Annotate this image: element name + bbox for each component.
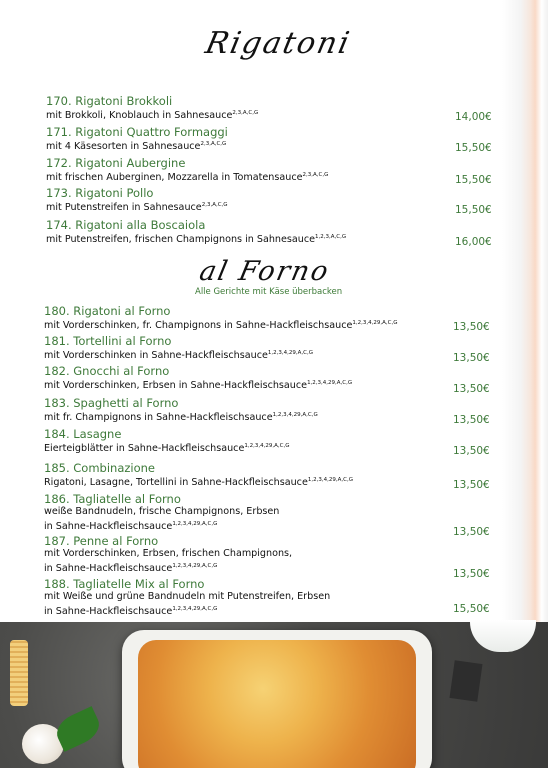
allergen-codes: 2,3,A,C,G <box>201 202 228 208</box>
page-edge-decoration <box>502 0 548 625</box>
section-title-rigatoni: Rigatoni <box>202 26 355 61</box>
item-description-line2: in Sahne-Hackfleischsauce$^{1,2,3,4,29,A,C,G}$ <box>44 563 218 574</box>
allergen-codes: 1,2,3,4,29,A,C,G <box>244 443 290 449</box>
item-price: 13,50€ <box>453 568 490 580</box>
item-price: 14,00€ <box>455 111 492 123</box>
item-name: 186. Tagliatelle al Forno <box>44 492 181 506</box>
item-price: 13,50€ <box>453 479 490 491</box>
allergen-codes: 2,3,A,C,G <box>200 141 227 147</box>
item-price: 15,50€ <box>455 204 492 216</box>
item-description: Eierteigblätter in Sahne-Hackfleischsauce$^{1,2,3,4,29,A,C,G}$ <box>44 443 290 454</box>
allergen-codes: 1,2,3,4,29,A,C,G <box>352 320 398 326</box>
rigatoni-piece-image <box>10 640 28 706</box>
item-description: mit Vorderschinken, fr. Champignons in Sahne-Hackfleischsauce$^{1,2,3,4,29,A,C,G}$ <box>44 320 398 331</box>
allergen-codes: 1,2,3,4,29,A,C,G <box>307 380 353 386</box>
item-description: mit fr. Champignons in Sahne-Hackfleischsauce$^{1,2,3,4,29,A,C,G}$ <box>44 412 318 423</box>
item-price: 13,50€ <box>453 321 490 333</box>
item-price: 16,00€ <box>455 236 492 248</box>
item-description: mit Vorderschinken, Erbsen, frischen Champignons, <box>44 548 293 559</box>
section-subtitle: Alle Gerichte mit Käse überbacken <box>195 287 343 297</box>
item-price: 13,50€ <box>453 414 490 426</box>
item-price: 13,50€ <box>453 445 490 457</box>
item-name: 171. Rigatoni Quattro Formaggi <box>46 125 228 139</box>
item-name: 172. Rigatoni Aubergine <box>46 156 186 170</box>
item-description: mit Vorderschinken in Sahne-Hackfleischsauce$^{1,2,3,4,29,A,C,G}$ <box>44 350 313 361</box>
item-name: 188. Tagliatelle Mix al Forno <box>44 577 205 591</box>
allergen-codes: 2,3,A,C,G <box>232 110 259 116</box>
item-description: mit Weiße und grüne Bandnudeln mit Putenstreifen, Erbsen <box>44 591 331 602</box>
allergen-codes: 1,2,3,4,29,A,C,G <box>267 350 313 356</box>
item-name: 180. Rigatoni al Forno <box>44 304 171 318</box>
item-name: 174. Rigatoni alla Boscaiola <box>46 218 206 232</box>
item-description-line2: in Sahne-Hackfleischsauce$^{1,2,3,4,29,A,C,G}$ <box>44 606 218 617</box>
allergen-codes: 1,2,3,4,29,A,C,G <box>307 477 353 483</box>
item-name: 182. Gnocchi al Forno <box>44 364 170 378</box>
section-title-al-forno: al Forno <box>196 256 333 287</box>
item-price: 15,50€ <box>455 174 492 186</box>
item-description: mit Putenstreifen, frischen Champignons in Sahnesauce$^{1,2,3,A,C,G}$ <box>46 234 347 245</box>
allergen-codes: 1,2,3,4,29,A,C,G <box>172 606 218 612</box>
item-description: mit Vorderschinken, Erbsen in Sahne-Hackfleischsauce$^{1,2,3,4,29,A,C,G}$ <box>44 380 353 391</box>
item-name: 187. Penne al Forno <box>44 534 159 548</box>
item-name: 184. Lasagne <box>44 427 122 441</box>
item-name: 181. Tortellini al Forno <box>44 334 172 348</box>
allergen-codes: 1,2,3,4,29,A,C,G <box>172 521 218 527</box>
item-price: 15,50€ <box>453 603 490 615</box>
item-price: 13,50€ <box>453 352 490 364</box>
item-name: 185. Combinazione <box>44 461 155 475</box>
item-price: 15,50€ <box>455 142 492 154</box>
cheese-grater-image <box>449 660 482 702</box>
item-description: mit Putenstreifen in Sahnesauce$^{2,3,A,C,G}$ <box>46 202 228 213</box>
item-name: 170. Rigatoni Brokkoli <box>46 94 173 108</box>
item-price: 13,50€ <box>453 383 490 395</box>
item-description: mit 4 Käsesorten in Sahnesauce$^{2,3,A,C,G}$ <box>46 141 227 152</box>
allergen-codes: 1,2,3,4,29,A,C,G <box>172 563 218 569</box>
item-description-line2: in Sahne-Hackfleischsauce$^{1,2,3,4,29,A,C,G}$ <box>44 521 218 532</box>
item-name: 183. Spaghetti al Forno <box>44 396 179 410</box>
item-description: weiße Bandnudeln, frische Champignons, Erbsen <box>44 506 280 517</box>
item-description: Rigatoni, Lasagne, Tortellini in Sahne-Hackfleischsauce$^{1,2,3,4,29,A,C,G}$ <box>44 477 353 488</box>
item-name: 173. Rigatoni Pollo <box>46 186 154 200</box>
allergen-codes: 2,3,A,C,G <box>302 172 329 178</box>
item-price: 13,50€ <box>453 526 490 538</box>
item-description: mit Brokkoli, Knoblauch in Sahnesauce$^{2,3,A,C,G}$ <box>46 110 259 121</box>
item-description: mit frischen Auberginen, Mozzarella in Tomatensauce$^{2,3,A,C,G}$ <box>46 172 329 183</box>
allergen-codes: 1,2,3,A,C,G <box>315 234 347 240</box>
allergen-codes: 1,2,3,4,29,A,C,G <box>272 412 318 418</box>
baked-pasta-image <box>138 640 416 768</box>
